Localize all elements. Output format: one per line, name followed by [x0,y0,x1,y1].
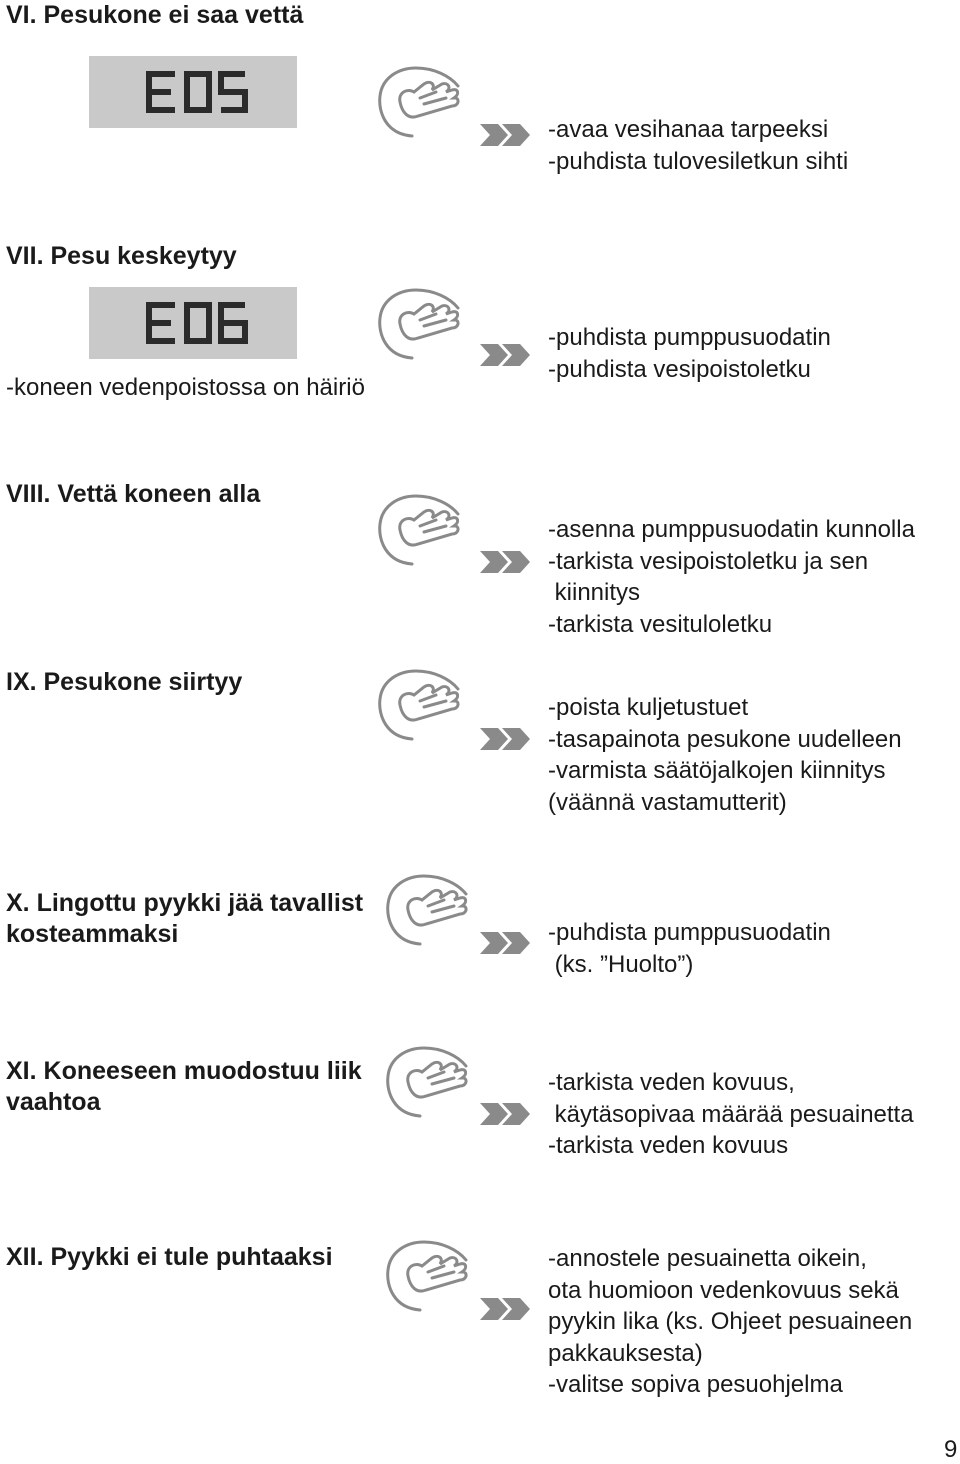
double-arrow-icon [480,1296,532,1322]
section-heading-xii: XII. Pyykki ei tule puhtaaksi [6,1243,333,1271]
seven-segment-e05 [89,56,297,128]
section-heading-vii: VII. Pesu keskeytyy [6,242,237,270]
hand-icon [372,490,464,570]
solution-steps-viii [548,514,915,640]
step-line: (väännä vastamutterit) [548,788,787,816]
section-heading-viii: VIII. Vettä koneen alla [6,480,261,508]
step-line: -puhdista pumppusuodatin [548,324,831,351]
solution-steps-ix [548,692,902,818]
step-line: -annostele pesuainetta oikein, [548,1245,867,1272]
step-line: -tarkista vesipoistoletku ja sen [548,547,869,575]
hand-icon [372,62,464,142]
double-arrow-icon [480,342,532,368]
solution-steps-vii [548,322,831,385]
double-arrow-icon [480,549,532,575]
hand-icon [380,1042,472,1122]
step-line: ota huomioon vedenkovuus sekä [548,1276,899,1304]
step-line: -tarkista veden kovuus, [548,1069,795,1096]
hand-icon [380,870,472,950]
step-line: -puhdista tulovesiletkun sihti [548,147,849,175]
double-arrow-icon [480,1101,532,1127]
step-line: -puhdista pumppusuodatin [548,919,831,946]
solution-steps-xi [548,1067,914,1162]
step-line: -tarkista veden kovuus [548,1132,789,1159]
step-line: -varmista säätöjalkojen kiinnitys [548,757,886,784]
page-number: 9 [944,1436,958,1463]
hand-icon [372,665,464,745]
step-line: -poista kuljetustuet [548,694,749,721]
problem-description-vii: -koneen vedenpoistossa on häiriö [6,374,365,401]
step-line: (ks. ”Huolto”) [548,950,694,978]
step-line: käytäsopivaa määrää pesuainetta [548,1100,914,1128]
solution-steps-vi [548,114,848,177]
seven-segment-e06 [89,287,297,359]
step-line: pyykin lika (ks. Ohjeet pesuaineen [548,1308,913,1335]
double-arrow-icon [480,930,532,956]
heading-line: kosteammaksi [6,920,179,948]
section-heading-xi [6,1056,380,1118]
double-arrow-icon [480,122,532,148]
step-line: kiinnitys [548,579,641,606]
step-line: -tasapainota pesukone uudelleen [548,725,902,753]
section-heading-vi: VI. Pesukone ei saa vettä [6,1,304,29]
step-line: pakkauksesta) [548,1339,703,1367]
double-arrow-icon [480,726,532,752]
step-line: -avaa vesihanaa tarpeeksi [548,116,829,143]
heading-line: X. Lingottu pyykki jää tavallist [6,889,364,917]
error-code-display-e05 [89,56,297,128]
error-code-display-e06 [89,287,297,359]
solution-steps-x [548,917,831,980]
hand-icon [372,284,464,364]
heading-line: vaahtoa [6,1088,101,1116]
hand-icon [380,1236,472,1316]
step-line: -tarkista vesituloletku [548,610,773,638]
step-line: -asenna pumppusuodatin kunnolla [548,516,915,543]
heading-line: XI. Koneeseen muodostuu liik [6,1057,362,1085]
section-heading-x [6,888,380,950]
solution-steps-xii [548,1243,912,1401]
section-heading-ix: IX. Pesukone siirtyy [6,668,243,696]
step-line: -valitse sopiva pesuohjelma [548,1371,843,1398]
step-line: -puhdista vesipoistoletku [548,355,811,383]
